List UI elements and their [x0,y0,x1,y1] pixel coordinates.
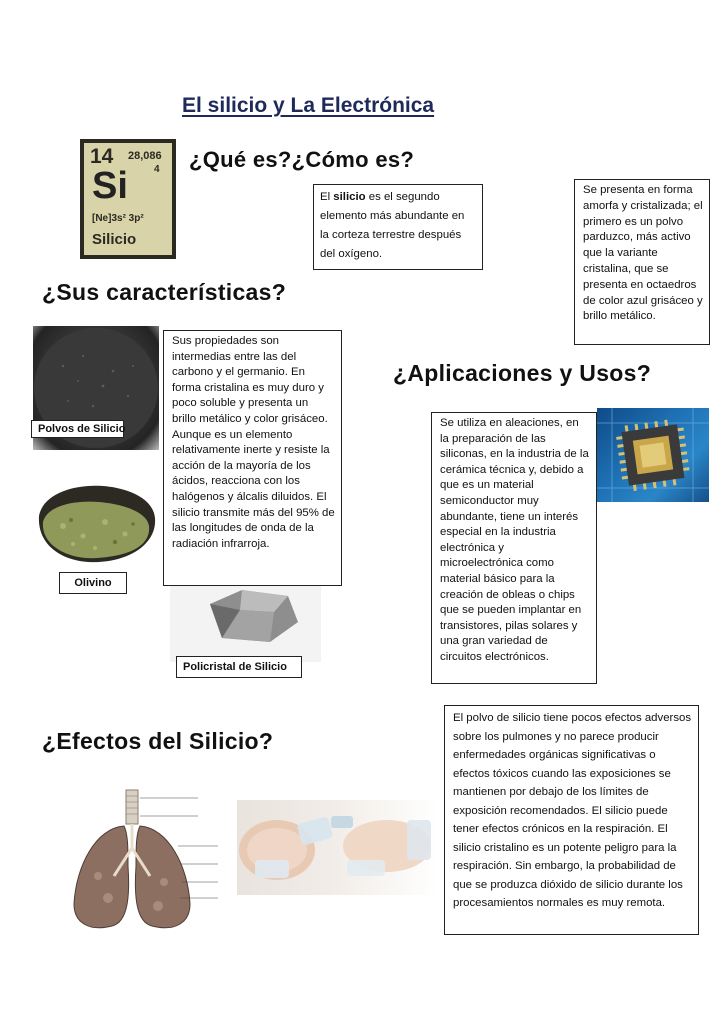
forms-box: Se presenta en forma amorfa y cristalizada; el primero es un polvo parduzco, más activo que la variante cristalina, que se presenta en octaedros de color azul grisáceo y brillo metálico. [574,179,710,345]
tile-configuration: [Ne]3s² 3p² [92,213,144,224]
periodic-element-tile [80,139,176,259]
polycrystal-photo [170,582,321,662]
applications-box: Se utiliza en aleaciones, en la preparación de las siliconas, en la industria de la cerámica técnica y, debido a que es un material semiconductor muy abundante, tiene un interés especial en la industria electrónica y microelectrónica como material básico para la creación de obleas o chips que se pueden implantar en transistores, pilas solares y una gran variedad de circuitos electrónicos. [431,412,597,684]
tile-atomic-number: 14 [90,145,114,168]
page-title: El silicio y La Electrónica [182,94,435,117]
definition-keyword: silicio [333,191,366,203]
tile-atomic-mass: 28,086 [128,150,162,162]
chip-photo [597,408,709,502]
silicone-patches-photo [237,800,437,895]
heading-aplicaciones: ¿Aplicaciones y Usos? [393,360,652,386]
caption-polycrystal: Policristal de Silicio [176,656,302,678]
patches-illustration [237,800,437,895]
tile-valence: 4 [154,164,160,175]
heading-que-es: ¿Qué es?¿Cómo es? [189,147,415,172]
lungs-illustration [68,786,234,936]
definition-box [313,184,483,270]
olivine-photo [33,476,159,566]
definition-text-end: es el segundo elemento más abundante en la corteza terrestre después del oxígeno. [320,191,465,260]
polycrystal-chunk [170,582,321,662]
tile-name: Silicio [92,231,137,248]
chip-illustration [597,408,709,502]
olivine-rock [33,476,159,566]
definition-text-start: El [320,191,334,203]
caption-powder: Polvos de Silicio [31,420,124,438]
heading-efectos: ¿Efectos del Silicio? [42,728,274,754]
caption-olivine: Olivino [59,572,127,594]
lungs-drawing [68,786,234,936]
properties-box: Sus propiedades son intermedias entre las del carbono y el germanio. En forma cristalina es muy duro y poco soluble y presenta un brillo metálico y color grisáceo. Aunque es un elemento relativamente inerte y resiste la acción de la mayoría de los ácidos, reacciona con los halógenos y álcalis diluidos. El silicio transmite más del 95% de las longitudes de onda de la radiación infrarroja. [163,330,342,586]
tile-symbol: Si [92,165,128,207]
effects-box: El polvo de silicio tiene pocos efectos adversos sobre los pulmones y no parece producir enfermedades orgánicas significativas o efectos tóxicos cuando las exposiciones se mantienen por debajo de los límites de exposición recomendados. El silicio puede tener efectos crónicos en la respiración. El silicio cristalino es un potente peligro para la respiración. Sin embargo, la probabilidad de que se produzca dióxido de silicio durante los procesamientos normales es muy remota. [444,705,699,935]
heading-caracteristicas: ¿Sus características? [42,279,287,305]
